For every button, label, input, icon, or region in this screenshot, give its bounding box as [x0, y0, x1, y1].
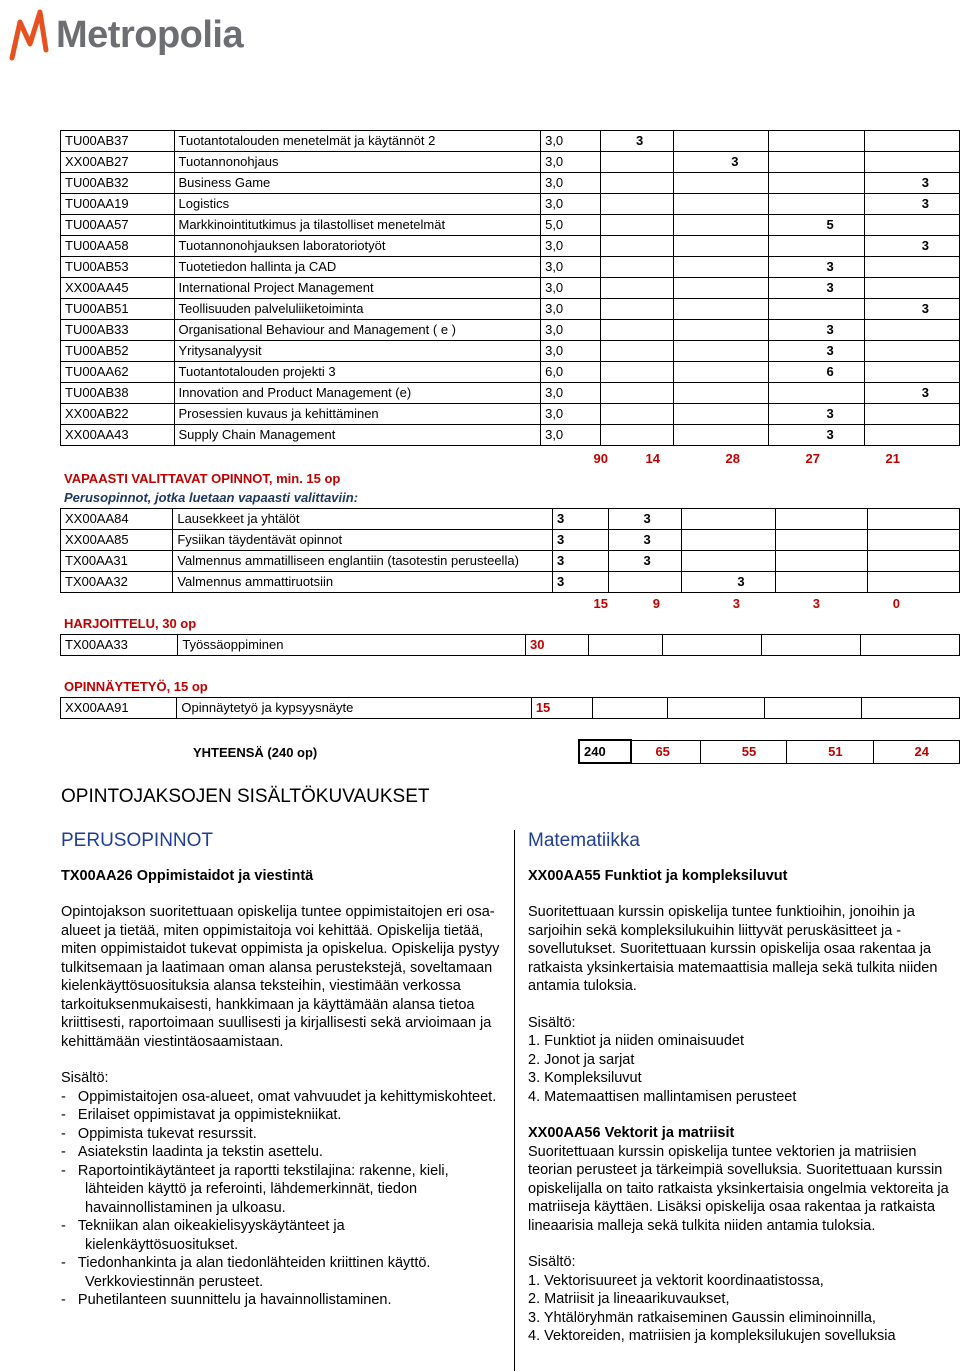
- list-item: - Raportointikäytänteet ja raportti tekstilajina: rakenne, kieli, lähteiden käyttö ja referointi, lähdemerkinnät, tiedon havainnollistaminen ja ulkoasu.: [61, 1162, 449, 1216]
- course-row: [61, 152, 960, 173]
- credits-cell: 3,0: [541, 173, 601, 194]
- total-value: 90: [593, 451, 608, 466]
- code-cell: TU00AB51: [61, 299, 175, 320]
- name-cell: Valmennus ammatilliseen englantiin (tasotestin perusteella): [173, 551, 553, 572]
- course-row: [61, 383, 960, 404]
- content-list: [61, 1088, 501, 1310]
- course-row: [61, 362, 960, 383]
- code-cell: XX00AA43: [61, 425, 175, 446]
- year4-cell: [867, 572, 959, 593]
- logo-mark-icon: [6, 4, 56, 64]
- year4-cell: [861, 635, 960, 656]
- year1-cell: [600, 341, 673, 362]
- content-label-1: Sisältö:: [528, 1014, 576, 1031]
- year4-cell: [867, 530, 959, 551]
- year2-cell: [674, 320, 769, 341]
- credits-cell: 6,0: [541, 362, 601, 383]
- optional-row: [61, 551, 960, 572]
- year1-cell: [600, 215, 673, 236]
- total-value: 27: [805, 451, 820, 466]
- course-row: [61, 320, 960, 341]
- code-cell: TU00AB53: [61, 257, 175, 278]
- year2-cell: [674, 236, 769, 257]
- credits-cell: 3,0: [541, 257, 601, 278]
- credits-cell: 3,0: [541, 152, 601, 173]
- list-item: - Erilaiset oppimistavat ja oppimistekniikat.: [61, 1107, 342, 1123]
- list-item: 1. Funktiot ja niiden ominaisuudet: [528, 1033, 745, 1049]
- year4-cell: 3: [864, 173, 959, 194]
- total-value: 3: [732, 596, 740, 611]
- optional-subtitle: Perusopinnot, jotka luetaan vapaasti valittaviin:: [64, 490, 359, 505]
- list-item: - Asiatekstin laadinta ja tekstin asettelu.: [61, 1144, 323, 1160]
- column-divider: [514, 830, 515, 1371]
- year1-cell: [600, 173, 673, 194]
- list-item: 3. Yhtälöryhmän ratkaiseminen Gaussin eliminoinnilla,: [528, 1309, 876, 1326]
- year2-cell: [674, 173, 769, 194]
- year1-cell: [600, 320, 673, 341]
- descriptions-title: OPINTOJAKSOJEN SISÄLTÖKUVAUKSET: [61, 786, 430, 807]
- code-cell: TX00AA32: [61, 572, 173, 593]
- code-cell: XX00AA84: [61, 509, 173, 530]
- year4-cell: [864, 215, 959, 236]
- list-item: - Tiedonhankinta ja alan tiedonlähteiden kriittinen käyttö. Verkkoviestinnän perusteet.: [61, 1255, 431, 1290]
- credits-cell: 3,0: [541, 383, 601, 404]
- total-value: 15: [593, 596, 608, 611]
- grand-total-label: YHTEENSÄ (240 op): [193, 745, 318, 760]
- year2-cell: 3: [681, 572, 775, 593]
- year1-cell: 3: [609, 509, 682, 530]
- credits-cell: 3,0: [541, 299, 601, 320]
- credits-cell: 3,0: [541, 278, 601, 299]
- name-cell: Tuotannonohjauksen laboratoriotyöt: [174, 236, 541, 257]
- thesis-title: OPINNÄYTETYÖ, 15 op: [64, 679, 208, 694]
- year1-cell: 3: [609, 551, 682, 572]
- year1-cell: [600, 194, 673, 215]
- year3-cell: [769, 173, 864, 194]
- year4-cell: 3: [864, 194, 959, 215]
- course-table: [60, 130, 960, 446]
- year2-cell: [681, 509, 775, 530]
- year1-cell: [600, 299, 673, 320]
- list-item: - Puhetilanteen suunnittelu ja havainnollistaminen.: [61, 1292, 392, 1308]
- year1-cell: [600, 362, 673, 383]
- year2-cell: [667, 698, 764, 719]
- name-cell: Fysiikan täydentävät opinnot: [173, 530, 553, 551]
- code-cell: TU00AA57: [61, 215, 175, 236]
- year2-cell: [674, 215, 769, 236]
- name-cell: Tuotannonohjaus: [174, 152, 541, 173]
- course-row: [61, 173, 960, 194]
- optional-table: [60, 508, 960, 593]
- year3-cell: [769, 131, 864, 152]
- year3-cell: [775, 551, 867, 572]
- credits-cell: 3,0: [541, 131, 601, 152]
- year3-cell: [765, 698, 862, 719]
- year2-cell: [674, 257, 769, 278]
- list-item: 1. Vektorisuureet ja vektorit koordinaatistossa,: [528, 1272, 824, 1289]
- year4-cell: [864, 152, 959, 173]
- year3-cell: [775, 530, 867, 551]
- code-cell: TU00AB52: [61, 341, 175, 362]
- year2-cell: [674, 404, 769, 425]
- year2-cell: [674, 131, 769, 152]
- year1-cell: [600, 236, 673, 257]
- total-value: 21: [885, 451, 900, 466]
- grand-total-credits: 240: [579, 740, 631, 763]
- list-item: - Oppimistaitojen osa-alueet, omat vahvuudet ja kehittymiskohteet.: [61, 1088, 497, 1105]
- code-cell: TU00AA19: [61, 194, 175, 215]
- brand-name: Metropolia: [56, 14, 244, 56]
- section-heading-perusopinnot: PERUSOPINNOT: [61, 830, 214, 851]
- year3-cell: [775, 509, 867, 530]
- code-cell: TX00AA33: [61, 635, 178, 656]
- code-cell: TU00AB37: [61, 131, 175, 152]
- year4-cell: [864, 278, 959, 299]
- credits-cell: 3: [553, 530, 609, 551]
- grand-total-year: 51: [787, 740, 873, 763]
- total-value: 9: [652, 596, 660, 611]
- year1-cell: [593, 698, 667, 719]
- year2-cell: [663, 635, 762, 656]
- course-row: [61, 278, 960, 299]
- credits-cell: 3: [553, 572, 609, 593]
- year3-cell: [769, 194, 864, 215]
- grand-total-year: 65: [631, 740, 701, 763]
- year1-cell: [600, 425, 673, 446]
- credits-cell: 30: [526, 635, 588, 656]
- year4-cell: [864, 404, 959, 425]
- course-row: [61, 194, 960, 215]
- course-title-1: XX00AA55 Funktiot ja kompleksiluvut: [528, 867, 788, 884]
- total-value: 14: [645, 451, 660, 466]
- list-item: 4. Matemaattisen mallintamisen perusteet: [528, 1088, 797, 1105]
- credits-cell: 3,0: [541, 425, 601, 446]
- optional-row: [61, 509, 960, 530]
- course-row: [61, 236, 960, 257]
- credits-cell: 3: [553, 551, 609, 572]
- total-value: 3: [812, 596, 820, 611]
- list-item: - Oppimista tukevat resurssit.: [61, 1125, 257, 1142]
- year4-cell: 3: [864, 299, 959, 320]
- year1-cell: [609, 572, 682, 593]
- year2-cell: [674, 383, 769, 404]
- name-cell: Tuotantotalouden projekti 3: [174, 362, 541, 383]
- metropolia-logo: [6, 4, 266, 64]
- grand-total-table: [578, 739, 960, 764]
- content-list-2: [528, 1272, 960, 1346]
- credits-cell: 3,0: [541, 404, 601, 425]
- optional-title: VAPAASTI VALITTAVAT OPINNOT, min. 15 op: [64, 471, 341, 486]
- content-label: Sisältö:: [61, 1070, 109, 1086]
- internship-row: [61, 635, 960, 656]
- year4-cell: [864, 362, 959, 383]
- credits-cell: 3: [553, 509, 609, 530]
- year3-cell: 3: [769, 278, 864, 299]
- year2-cell: [674, 362, 769, 383]
- name-cell: International Project Management: [174, 278, 541, 299]
- year2-cell: 3: [674, 152, 769, 173]
- year4-cell: [862, 698, 960, 719]
- name-cell: Opinnäytetyö ja kypsyysnäyte: [177, 698, 531, 719]
- course-row: [61, 404, 960, 425]
- course-row: [61, 341, 960, 362]
- section-heading-matematiikka: Matematiikka: [528, 830, 640, 851]
- year3-cell: 3: [769, 320, 864, 341]
- code-cell: TU00AA58: [61, 236, 175, 257]
- name-cell: Organisational Behaviour and Management ( e ): [174, 320, 541, 341]
- code-cell: XX00AB27: [61, 152, 175, 173]
- list-item: 2. Matriisit ja lineaarikuvaukset,: [528, 1291, 730, 1307]
- year1-cell: [600, 152, 673, 173]
- optional-row: [61, 530, 960, 551]
- code-cell: TU00AB33: [61, 320, 175, 341]
- year3-cell: [775, 572, 867, 593]
- total-value: 0: [892, 596, 900, 611]
- year3-cell: 6: [769, 362, 864, 383]
- course-description-1: Suoritettuaan kurssin opiskelija tuntee funktioihin, jonoihin ja sarjoihin sekä kompleksilukuihin liittyvät peruskäsitteet ja -sovellutukset. Suoritettuaan kurssin opiskelija osaa rakentaa ja ratkaista yksinkertaisia matemaattisia malleja sekä tulkita niiden antamia tuloksia.: [528, 904, 938, 994]
- year3-cell: 3: [769, 257, 864, 278]
- code-cell: TU00AA62: [61, 362, 175, 383]
- year4-cell: [864, 320, 959, 341]
- name-cell: Tuotantotalouden menetelmät ja käytännöt 2: [174, 131, 541, 152]
- year1-cell: 3: [600, 131, 673, 152]
- credits-cell: 3,0: [541, 320, 601, 341]
- course-row: [61, 257, 960, 278]
- total-value: 28: [725, 451, 740, 466]
- year3-cell: [762, 635, 861, 656]
- list-item: - Tekniikan alan oikeakielisyyskäytänteet ja kielenkäyttösuositukset.: [61, 1218, 345, 1253]
- name-cell: Tuotetiedon hallinta ja CAD: [174, 257, 541, 278]
- credits-cell: 3,0: [541, 194, 601, 215]
- name-cell: Markkinointitutkimus ja tilastolliset menetelmät: [174, 215, 541, 236]
- name-cell: Supply Chain Management: [174, 425, 541, 446]
- content-label-2: Sisältö:: [528, 1254, 576, 1270]
- code-cell: TX00AA31: [61, 551, 173, 572]
- year2-cell: [674, 278, 769, 299]
- year2-cell: [674, 299, 769, 320]
- internship-table: [60, 634, 960, 656]
- year4-cell: [864, 425, 959, 446]
- course-row: [61, 131, 960, 152]
- code-cell: TU00AB32: [61, 173, 175, 194]
- year2-cell: [681, 530, 775, 551]
- name-cell: Teollisuuden palveluliiketoiminta: [174, 299, 541, 320]
- right-column: [528, 832, 960, 1346]
- credits-cell: 5,0: [541, 215, 601, 236]
- year3-cell: [769, 236, 864, 257]
- name-cell: Lausekkeet ja yhtälöt: [173, 509, 553, 530]
- name-cell: Innovation and Product Management (e): [174, 383, 541, 404]
- name-cell: Valmennus ammattiruotsiin: [173, 572, 553, 593]
- list-item: 3. Kompleksiluvut: [528, 1070, 642, 1086]
- year2-cell: [674, 425, 769, 446]
- thesis-table: [60, 697, 960, 719]
- content-list-1: [528, 1032, 960, 1106]
- year4-cell: 3: [864, 383, 959, 404]
- year4-cell: [867, 509, 959, 530]
- year3-cell: [769, 299, 864, 320]
- code-cell: XX00AA45: [61, 278, 175, 299]
- left-column: [61, 832, 501, 1310]
- optional-row: [61, 572, 960, 593]
- course-title-2: XX00AA56 Vektorit ja matriisit: [528, 1125, 735, 1141]
- course-row: [61, 299, 960, 320]
- year4-cell: 3: [864, 236, 959, 257]
- grand-total-row: [579, 740, 960, 763]
- name-cell: Yritysanalyysit: [174, 341, 541, 362]
- year2-cell: [674, 194, 769, 215]
- year3-cell: [769, 152, 864, 173]
- code-cell: TU00AB38: [61, 383, 175, 404]
- grand-total-year: 24: [873, 740, 959, 763]
- year3-cell: 5: [769, 215, 864, 236]
- year2-cell: [681, 551, 775, 572]
- year3-cell: 3: [769, 341, 864, 362]
- grand-total-year: 55: [700, 740, 786, 763]
- course-description: Opintojakson suoritettuaan opiskelija tuntee oppimistaitojen eri osa-alueet ja tietää, miten oppimistaitoja voi kehittää. Opiskelija tietää, miten oppimistaidot tukevat oppimista ja opiskelua. Opiskelija pystyy tulkitsemaan ja laatimaan oman alansa perustekstejä, soveltamaan kielenkäyttösuosituksia alansa teksteihin, viestimään verkossa tarkoituksenmukaisesti, hankkimaan ja käyttämään alansa tietoa kriittisesti, raportoimaan suullisesti ja kirjallisesti sekä arvioimaan ja kehittämään viestintäosaamistaan.: [61, 904, 500, 1050]
- credits-cell: 3,0: [541, 341, 601, 362]
- course-description-2: Suoritettuaan kurssin opiskelija tuntee vektorien ja matriisien teorian perusteet ja tärkeimpiä sovelluksia. Suoritettuaan kurssin opiskelijalla on taito ratkaista yksinkertaisia ongelmia vektoreita ja matriiseja käyttäen. Lisäksi opiskelija osaa rakentaa ja ratkaista lineaarisia malleja sekä tulkita niiden antamia tuloksia.: [528, 1143, 949, 1234]
- list-item: 2. Jonot ja sarjat: [528, 1051, 635, 1068]
- name-cell: Business Game: [174, 173, 541, 194]
- year4-cell: [864, 257, 959, 278]
- year1-cell: [600, 404, 673, 425]
- year4-cell: [864, 341, 959, 362]
- year2-cell: [674, 341, 769, 362]
- year1-cell: [600, 257, 673, 278]
- year4-cell: [867, 551, 959, 572]
- year1-cell: [588, 635, 663, 656]
- year3-cell: 3: [769, 425, 864, 446]
- credits-cell: 3,0: [541, 236, 601, 257]
- name-cell: Prosessien kuvaus ja kehittäminen: [174, 404, 541, 425]
- year4-cell: [864, 131, 959, 152]
- year3-cell: 3: [769, 404, 864, 425]
- thesis-row: [61, 698, 960, 719]
- year3-cell: [769, 383, 864, 404]
- year1-cell: [600, 278, 673, 299]
- name-cell: Logistics: [174, 194, 541, 215]
- year1-cell: 3: [609, 530, 682, 551]
- credits-cell: 15: [531, 698, 593, 719]
- course-row: [61, 425, 960, 446]
- internship-title: HARJOITTELU, 30 op: [64, 616, 197, 631]
- code-cell: XX00AB22: [61, 404, 175, 425]
- code-cell: XX00AA85: [61, 530, 173, 551]
- name-cell: Työssäoppiminen: [178, 635, 526, 656]
- code-cell: XX00AA91: [61, 698, 177, 719]
- list-item: 4. Vektoreiden, matriisien ja kompleksilukujen sovelluksia: [528, 1328, 896, 1344]
- course-row: [61, 215, 960, 236]
- course-title: TX00AA26 Oppimistaidot ja viestintä: [61, 867, 314, 884]
- year1-cell: [600, 383, 673, 404]
